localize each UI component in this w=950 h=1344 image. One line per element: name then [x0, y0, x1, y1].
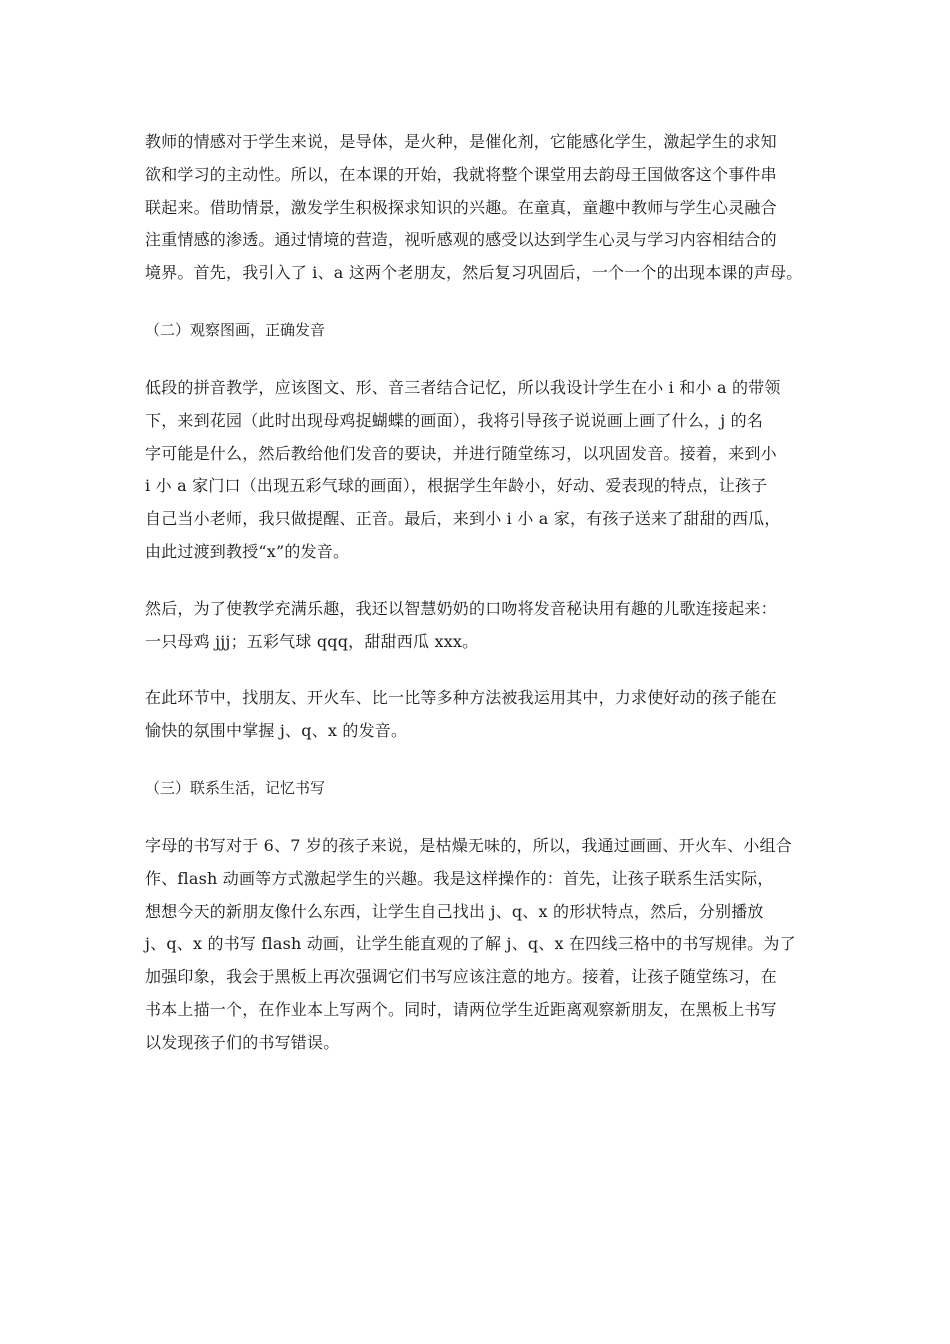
paragraph-emotion	[145, 126, 815, 290]
section-heading-writing	[145, 772, 815, 804]
text-line: 教师的情感对于学生来说，是导体，是火种，是催化剂，它能感化学生，激起学生的求知	[145, 132, 777, 151]
paragraph-rhyme	[145, 593, 815, 659]
text-line: 然后，为了使教学充满乐趣，我还以智慧奶奶的口吻将发音秘诀用有趣的儿歌连接起来：	[145, 598, 777, 618]
text-line: 注重情感的渗透。通过情境的营造，视听感观的感受以达到学生心灵与学习内容相结合的	[145, 230, 777, 250]
text-line: 加强印象，我会于黑板上再次强调它们书写应该注意的地方。接着，让孩子随堂练习，在	[145, 967, 777, 987]
heading-text: （二）观察图画，正确发音	[145, 320, 326, 339]
text-line: 自己当小老师，我只做提醒、正音。最后，来到小 i 小 a 家，有孩子送来了甜甜的西瓜，	[145, 509, 781, 529]
text-line: 愉快的氛围中掌握 j、q、x 的发音。	[145, 721, 408, 741]
text-line: 由此过渡到教授“x”的发音。	[145, 541, 350, 561]
text-line: 字可能是什么，然后教给他们发音的要诀，并进行随堂练习，以巩固发音。接着，来到小	[145, 443, 777, 463]
heading-text: （三）联系生活，记忆书写	[145, 778, 326, 797]
text-line: j、q、x 的书写 flash 动画，让学生能直观的了解 j、q、x 在四线三格中的书写规律。为了	[145, 934, 796, 954]
text-line: 境界。首先，我引入了 i、a 这两个老朋友，然后复习巩固后，一个一个的出现本课的声母。	[145, 263, 803, 283]
text-line: 在此环节中，找朋友、开火车、比一比等多种方法被我运用其中，力求使好动的孩子能在	[145, 688, 777, 708]
text-line: 想想今天的新朋友像什么东西，让学生自己找出 j、q、x 的形状特点，然后，分别播放	[145, 901, 764, 921]
section-heading-observe	[145, 314, 815, 346]
text-line: i 小 a 家门口（出现五彩气球的画面），根据学生年龄小，好动、爱表现的特点，让孩子	[145, 476, 768, 496]
paragraph-methods	[145, 682, 815, 748]
paragraph-pinyin	[145, 372, 815, 569]
paragraph-writing	[145, 830, 815, 1060]
text-line: 书本上描一个，在作业本上写两个。同时，请两位学生近距离观察新朋友，在黑板上书写	[145, 999, 777, 1019]
text-line: 作、flash 动画等方式激起学生的兴趣。我是这样操作的：首先，让孩子联系生活实际，	[145, 868, 774, 888]
text-line: 以发现孩子们的书写错误。	[145, 1032, 340, 1052]
text-line: 一只母鸡 jjj；五彩气球 qqq，甜甜西瓜 xxx。	[145, 631, 479, 651]
text-line: 联起来。借助情景，激发学生积极探求知识的兴趣。在童真，童趣中教师与学生心灵融合	[145, 197, 777, 217]
document-page	[145, 126, 815, 1060]
text-line: 下，来到花园（此时出现母鸡捉蝴蝶的画面），我将引导孩子说说画上画了什么，j 的名	[145, 410, 764, 430]
text-line: 欲和学习的主动性。所以，在本课的开始，我就将整个课堂用去韵母王国做客这个事件串	[145, 164, 777, 184]
text-line: 字母的书写对于 6、7 岁的孩子来说，是枯燥无味的，所以，我通过画画、开火车、小组合	[145, 835, 792, 855]
text-line: 低段的拼音教学，应该图文、形、音三者结合记忆，所以我设计学生在小 i 和小 a 的带领	[145, 377, 781, 397]
